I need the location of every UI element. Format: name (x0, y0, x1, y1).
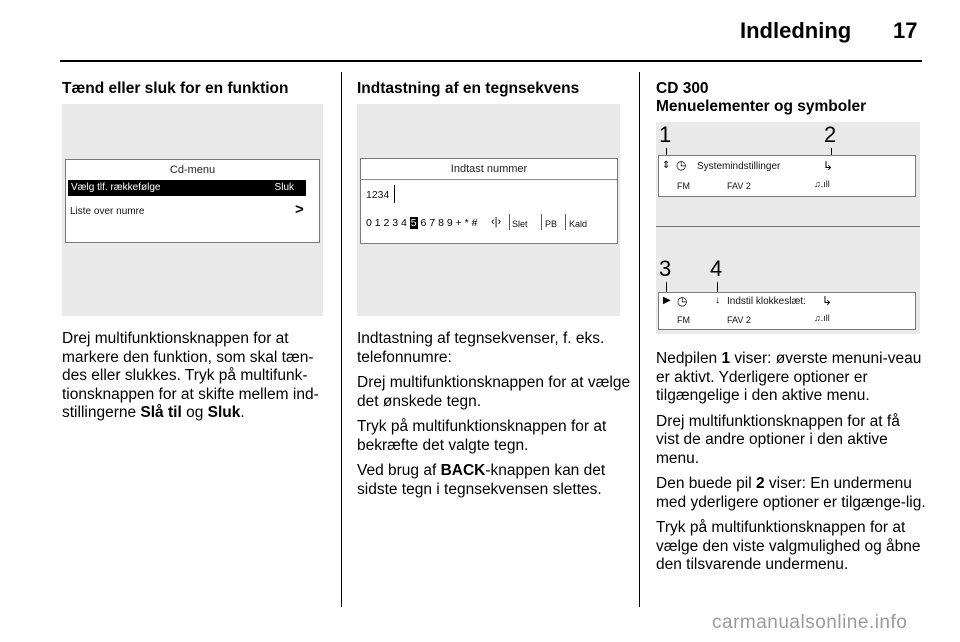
system-settings-screen (658, 155, 916, 197)
right-body (656, 350, 926, 582)
column-divider-1 (341, 72, 342, 607)
text-span: -knappen kan det sidste tegn i tegnsekvensen slettes. (357, 462, 606, 498)
paragraph (357, 462, 635, 499)
callout-4: 4 (710, 256, 723, 281)
set-clock-screen (658, 292, 916, 330)
paragraph: Indtastning af tegnsekvenser, f. eks. telefonnumre: (357, 330, 605, 366)
paragraph: Tryk på multifunktionsknappen for at vælge den viste valgmulighed og åbne den tilsvarende undermenu. (656, 519, 921, 573)
body-line: des eller slukkes. Tryk på multifunk- (62, 367, 308, 384)
left-heading: Tænd eller sluk for en funktion (62, 80, 289, 97)
favourite-label: FAV 2 (727, 315, 751, 325)
call-softkey[interactable]: Kald (569, 219, 588, 229)
bold-term: BACK (440, 462, 486, 479)
body-line: Drej multifunktionsknappen for at (62, 330, 289, 347)
text-span: . (240, 404, 245, 421)
curved-arrow-icon: ↳ (823, 159, 834, 173)
band-label: FM (677, 315, 690, 325)
text-span: Den buede pil (656, 475, 756, 492)
bold-term: 1 (721, 350, 731, 367)
body-line: tionsknappen for at skifte mellem ind- (62, 385, 319, 403)
cd-menu-figure (62, 104, 323, 316)
paragraph (656, 350, 926, 406)
body-line (62, 404, 337, 423)
clock-icon: ◷ (677, 294, 688, 308)
screen-title: Indtast nummer (450, 163, 528, 175)
separator (509, 214, 510, 230)
entered-number: 1234 (366, 189, 390, 201)
band-label: FM (677, 181, 690, 191)
clock-icon: ◷ (676, 158, 687, 172)
space-symbol-icon: ‹|› (491, 216, 502, 228)
page-title: Indledning (740, 18, 852, 43)
text-span: Nedpilen (656, 350, 722, 367)
callout-1: 1 (659, 122, 672, 147)
text-span: viser: En undermenu med yderligere optioner er tilgænge-lig. (656, 475, 926, 511)
header-rule (60, 60, 922, 62)
text-span: stillingerne (62, 404, 141, 421)
watermark-text: carmanualsonline.info (712, 612, 908, 633)
character-selector[interactable] (366, 217, 477, 229)
highlighted-menu-item (68, 180, 306, 196)
favourite-label: FAV 2 (727, 181, 751, 191)
callout-3: 3 (659, 256, 672, 281)
right-arrow-icon: ▶ (663, 295, 671, 306)
divider (656, 226, 920, 227)
right-heading-2: Menuelementer og symboler (656, 98, 867, 115)
bold-term: 2 (755, 475, 765, 492)
left-body (62, 330, 337, 423)
menu-item-label-2: Liste over numre (70, 206, 145, 217)
callout-2: 2 (824, 122, 837, 147)
delete-softkey[interactable]: Slet (512, 219, 528, 229)
chevron-right-icon: > (295, 201, 304, 218)
number-entry-screen (360, 158, 618, 244)
cd-menu-screen (65, 159, 320, 243)
middle-heading: Indtastning af en tegnsekvens (357, 80, 580, 97)
menu-label: Systemindstillinger (697, 161, 781, 172)
text-cursor (394, 185, 395, 203)
text-span: Ved brug af (357, 462, 441, 479)
middle-body (357, 330, 635, 506)
paragraph: Tryk på multifunktionsknappen for at bekræfte det valgte tegn. (357, 418, 607, 454)
menu-item-value: Sluk (274, 182, 294, 193)
separator (541, 214, 542, 230)
text-span: viser: øverste menuni-veau er aktivt. Yderligere optioner er tilgængelige i den aktive menu. (656, 350, 922, 404)
separator (565, 214, 566, 230)
signal-icon: ♫.ıll (814, 313, 830, 323)
cd300-menu-figure (656, 122, 920, 334)
bold-term: Sluk (207, 404, 241, 421)
page-number: 17 (893, 18, 918, 43)
down-arrow-icon: ↓ (715, 295, 720, 306)
body-line: markere den funktion, som skal tæn- (62, 348, 314, 366)
digits: 0 1 2 3 4 (366, 217, 410, 229)
column-divider-2 (639, 72, 640, 607)
divider (361, 179, 617, 180)
right-heading-1: CD 300 (656, 80, 709, 97)
paragraph: Drej multifunktionsknappen for at få vist de andre optioner i den aktive menu. (656, 412, 900, 467)
bold-term: Slå til (140, 404, 182, 421)
phonebook-softkey[interactable]: PB (545, 219, 558, 229)
text-span: og (181, 404, 208, 421)
up-down-arrow-icon: ⇕ (662, 160, 671, 171)
number-entry-figure (357, 104, 620, 316)
paragraph (656, 475, 926, 512)
signal-icon: ♫.ıll (814, 179, 830, 189)
selected-digit: 5 (410, 217, 417, 229)
screen-title: Cd-menu (169, 164, 216, 176)
curved-arrow-icon: ↳ (822, 294, 833, 308)
digits: 6 7 8 9 + * # (417, 217, 478, 229)
paragraph: Drej multifunktionsknappen for at vælge det ønskede tegn. (357, 374, 631, 410)
menu-label: Indstil klokkeslæt: (727, 296, 806, 307)
menu-item-label: Vælg tlf. rækkefølge (71, 182, 161, 193)
